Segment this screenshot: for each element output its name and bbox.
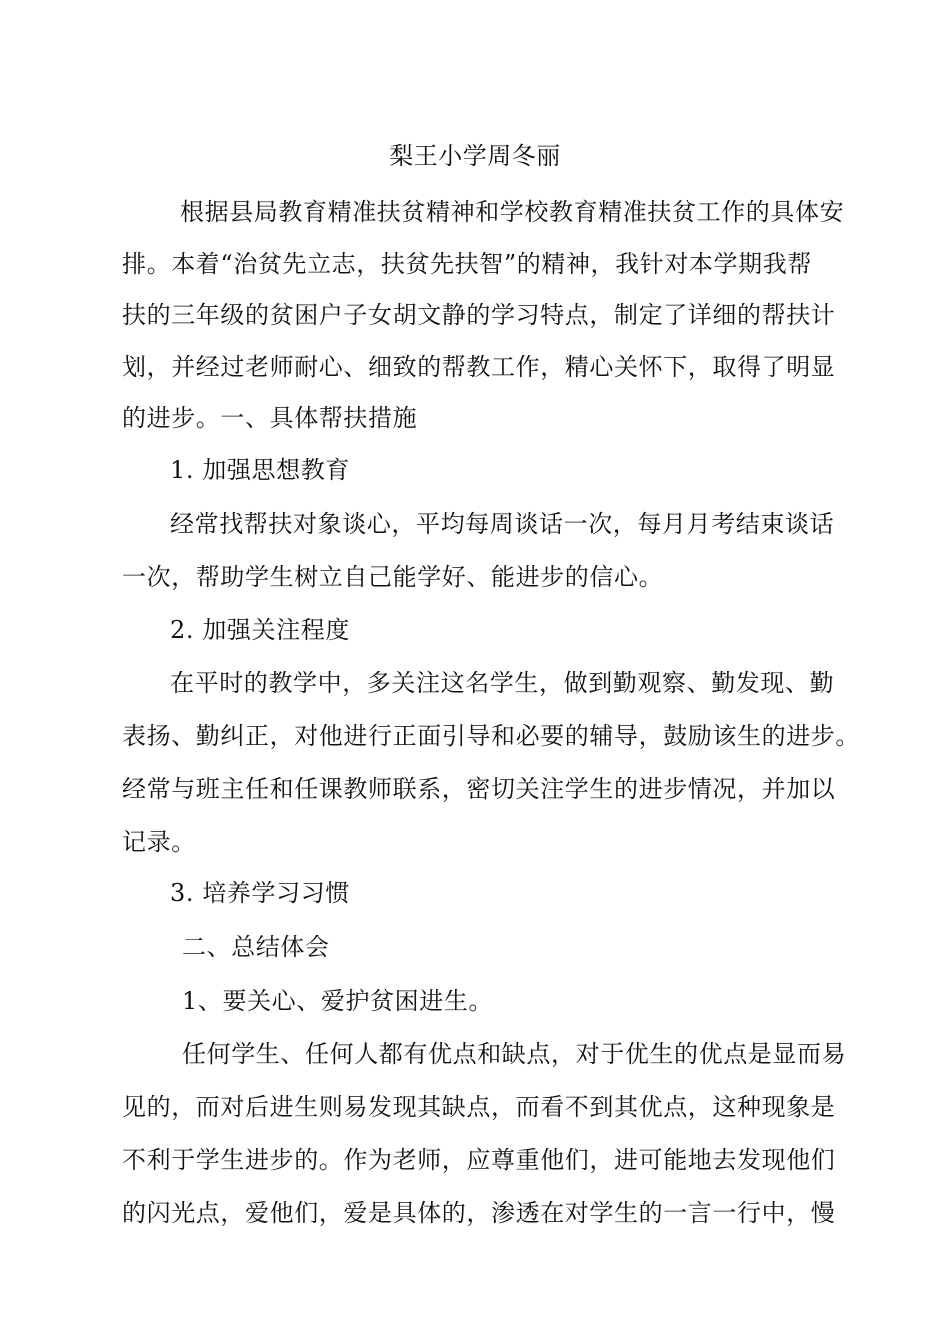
paragraph-line: 扶的三年级的贫困户子女胡文静的学习特点，制定了详细的帮扶计: [122, 301, 836, 329]
section-heading: 1、要关心、爱护贫困进生。: [182, 987, 494, 1015]
paragraph-line: 见的，而对后进生则易发现其缺点，而看不到其优点，这种现象是: [122, 1093, 836, 1121]
paragraph-line: 表扬、勤纠正，对他进行正面引导和必要的辅导，鼓励该生的进步。: [122, 722, 860, 750]
document-title: 梨王小学周冬丽: [389, 142, 561, 170]
paragraph-line: 根据县局教育精准扶贫精神和学校教育精准扶贫工作的具体安: [180, 198, 845, 226]
paragraph-line: 记录。: [122, 828, 196, 856]
paragraph-line: 经常找帮扶对象谈心，平均每周谈话一次，每月月考结束谈话: [170, 510, 835, 538]
section-heading: 1. 加强思想教育: [170, 456, 350, 484]
paragraph-line: 的进步。一、具体帮扶措施: [122, 404, 418, 432]
paragraph-line: 划，并经过老师耐心、细致的帮教工作，精心关怀下，取得了明显: [122, 353, 836, 381]
section-heading: 二、总结体会: [182, 933, 330, 961]
paragraph-line: 不利于学生进步的。作为老师，应尊重他们，进可能地去发现他们: [122, 1146, 836, 1174]
section-heading: 3. 培养学习习惯: [170, 879, 350, 907]
paragraph-line: 经常与班主任和任课教师联系，密切关注学生的进步情况，并加以: [122, 775, 836, 803]
paragraph-line: 在平时的教学中，多关注这名学生，做到勤观察、勤发现、勤: [170, 669, 835, 697]
paragraph-line: 排。本着“治贫先立志，扶贫先扶智”的精神，我针对本学期我帮: [122, 250, 812, 278]
paragraph-line: 的闪光点，爱他们，爱是具体的，渗透在对学生的一言一行中，慢: [122, 1199, 836, 1227]
section-heading: 2. 加强关注程度: [170, 616, 350, 644]
paragraph-line: 任何学生、任何人都有优点和缺点，对于优生的优点是显而易: [182, 1040, 847, 1068]
paragraph-line: 一次，帮助学生树立自己能学好、能进步的信心。: [122, 563, 664, 591]
